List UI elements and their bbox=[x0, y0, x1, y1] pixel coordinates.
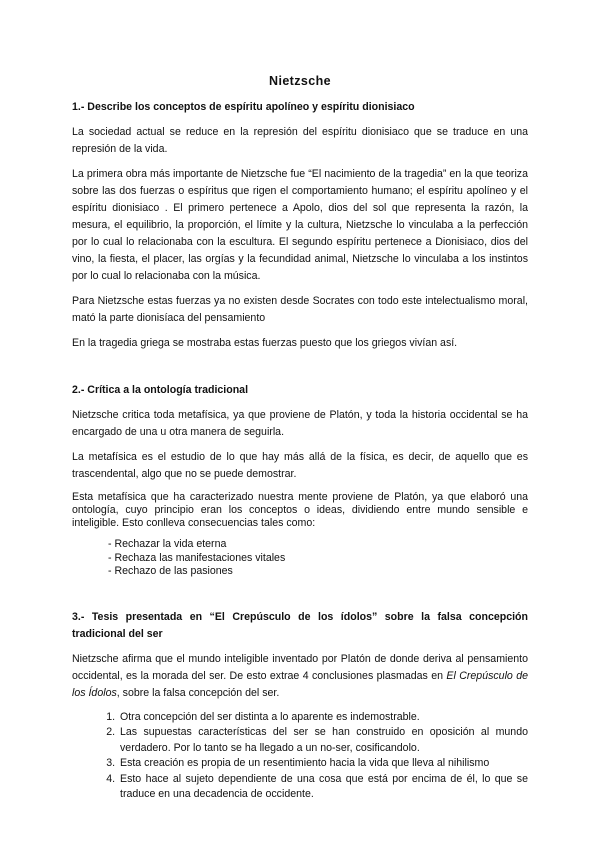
section-1-heading: 1.- Describe los conceptos de espíritu apolíneo y espíritu dionisiaco bbox=[72, 101, 415, 113]
paragraph-text: , sobre la falsa concepción del ser. bbox=[116, 686, 280, 699]
section-3 bbox=[72, 609, 528, 803]
paragraph-text: Nietzsche afirma que el mundo inteligible inventado por Platón de donde deriva al pensamiento occidental, es la morada del ser. De esto extrae 4 conclusiones plasmadas en bbox=[72, 652, 528, 682]
list-item: - Rechazo de las pasiones bbox=[108, 565, 528, 579]
list-item: - Rechaza las manifestaciones vitales bbox=[108, 552, 528, 566]
book-title: El Crepúsculo de los Ídolos bbox=[72, 669, 528, 699]
list-item: 3. Esta creación es propia de un resentimiento hacia la vida que lleva al nihilismo bbox=[118, 756, 528, 772]
list-item: 4. Esto hace al sujeto dependiente de una cosa que está por encima de él, lo que se traduce en una decadencia de occidente. bbox=[118, 772, 528, 803]
document-title: Nietzsche bbox=[269, 74, 331, 88]
section-2-paragraph: Esta metafísica que ha caracterizado nuestra mente proviene de Platón, ya que elaboró una ontología, cuyo principio eran los conceptos o ideas, dividiendo entre mundo sensible e inteligible. Esto conlleva consecuencias tales como: bbox=[72, 491, 528, 529]
section-1-paragraph: La sociedad actual se reduce en la represión del espíritu dionisiaco que se traduce en una represión de la vida. bbox=[72, 126, 528, 155]
section-2 bbox=[72, 382, 528, 579]
list-item: - Rechazar la vida eterna bbox=[108, 538, 528, 552]
list-item: 1. Otra concepción del ser distinta a lo aparente es indemostrable. bbox=[118, 710, 528, 726]
list-item: 2. Las supuestas características del ser se han construido en oposición al mundo verdadero. Por lo tanto se ha llegado a un no-ser, cosificandolo. bbox=[118, 725, 528, 756]
section-spacer bbox=[72, 587, 528, 609]
section-2-paragraph: La metafísica es el estudio de lo que hay más allá de la física, es decir, de aquello que es trascendental, algo que no se puede demostrar. bbox=[72, 451, 528, 480]
section-1-paragraph: La primera obra más importante de Nietzsche fue “El nacimiento de la tragedia” en la que teoriza sobre las dos fuerzas o espíritus que rigen el comportamiento humano; el espíritu apolíneo y el espíritu dionisiaco . El primero pertenece a Apolo, dios del sol que representa la razón, la mesura, el equilibrio, la proporción, el límite y la cultura, Nietzsche lo vinculaba a la perfección por lo cual lo relacionaba con la escultura. El segundo espíritu pertenece a Dionisiaco, dios del vino, la fiesta, el placer, las orgías y la fecundidad animal, Nietzsche lo vinculaba a los instintos por lo cual lo relacionaba con la música. bbox=[72, 168, 528, 282]
section-3-heading: 3.- Tesis presentada en “El Crepúsculo de los ídolos” sobre la falsa concepción tradicional del ser bbox=[72, 610, 528, 640]
section-spacer bbox=[72, 360, 528, 382]
section-3-paragraph bbox=[72, 651, 528, 702]
section-2-paragraph: Nietzsche critica toda metafísica, ya que proviene de Platón, y toda la historia occidental se ha encargado de una u otra manera de seguirla. bbox=[72, 409, 528, 438]
section-1-paragraph: Para Nietzsche estas fuerzas ya no existen desde Socrates con todo este intelectualismo moral, mató la parte dionisíaca del pensamiento bbox=[72, 295, 528, 324]
section-2-heading: 2.- Crítica a la ontología tradicional bbox=[72, 384, 249, 396]
section-1 bbox=[72, 99, 528, 352]
section-1-paragraph: En la tragedia griega se mostraba estas fuerzas puesto que los griegos vivían así. bbox=[72, 337, 458, 349]
conclusions-list bbox=[72, 710, 528, 803]
consequences-list bbox=[72, 538, 528, 579]
